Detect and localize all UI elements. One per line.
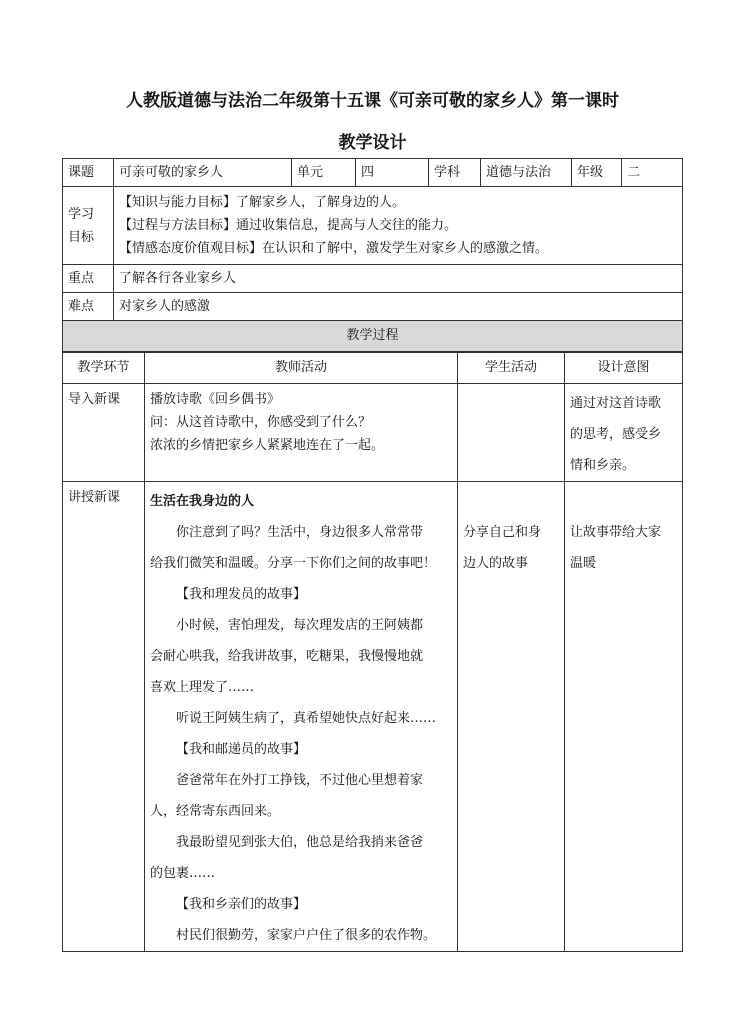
goal-process: 【过程与方法目标】通过收集信息，提高与人交往的能力。 — [119, 218, 458, 233]
col-header-stage: 教学环节 — [63, 353, 145, 384]
goals-label — [63, 187, 114, 265]
grade-label: 年级 — [572, 159, 622, 187]
lecture-intent-line: 温暖 — [570, 556, 597, 571]
col-header-teacher: 教师活动 — [145, 353, 458, 384]
intro-intent-line: 情和乡亲。 — [570, 458, 636, 473]
lecture-paragraph: 小时候，害怕理发，每次理发店的王阿姨都 — [176, 618, 424, 633]
lecture-student-line: 边人的故事 — [463, 556, 529, 571]
lecture-paragraph: 你注意到了吗？生活中，身边很多人常常带 — [176, 525, 424, 540]
process-header: 教学过程 — [63, 321, 683, 352]
subject-value: 道德与法治 — [481, 159, 572, 187]
intro-teacher — [145, 384, 458, 482]
lecture-paragraph: 爸爸常年在外打工挣钱，不过他心里想着家 — [176, 773, 424, 788]
lecture-stage: 讲授新课 — [63, 482, 145, 952]
story-heading-postman: 【我和邮递员的故事】 — [176, 742, 307, 757]
story-heading-barber: 【我和理发员的故事】 — [176, 587, 307, 602]
lecture-teacher — [145, 482, 458, 952]
intro-intent-line: 通过对这首诗歌 — [570, 396, 662, 411]
intro-teacher-line: 播放诗歌《回乡偶书》 — [150, 392, 281, 407]
intro-stage: 导入新课 — [63, 384, 145, 482]
lecture-intent — [565, 482, 683, 952]
lecture-paragraph: 给我们微笑和温暖。分享一下你们之间的故事吧！ — [150, 556, 437, 571]
lecture-paragraph: 会耐心哄我，给我讲故事，吃糖果，我慢慢地就 — [150, 649, 424, 664]
topic-label: 课题 — [63, 159, 114, 187]
intro-teacher-line: 问：从这首诗歌中，你感受到了什么？ — [150, 415, 372, 430]
story-heading-villagers: 【我和乡亲们的故事】 — [176, 897, 307, 912]
lecture-paragraph: 的包裹…… — [150, 866, 216, 881]
goals-label-line2: 目标 — [68, 229, 95, 245]
process-header-row — [63, 321, 683, 352]
goal-emotion: 【情感态度价值观目标】在认识和了解中，激发学生对家乡人的感激之情。 — [119, 241, 549, 256]
topic-value: 可亲可敬的家乡人 — [114, 159, 292, 187]
lecture-paragraph: 喜欢上理发了…… — [150, 680, 255, 695]
intro-row — [63, 384, 683, 482]
lecture-row — [63, 482, 683, 952]
document-subtitle: 教学设计 — [338, 133, 407, 153]
lesson-plan-table — [62, 158, 683, 352]
difficulty-label: 难点 — [63, 293, 114, 321]
grade-value: 二 — [622, 159, 683, 187]
goal-knowledge: 【知识与能力目标】了解家乡人，了解身边的人。 — [119, 195, 406, 210]
info-row — [63, 159, 683, 187]
difficulty-value: 对家乡人的感激 — [114, 293, 683, 321]
intro-teacher-line: 浓浓的乡情把家乡人紧紧地连在了一起。 — [150, 438, 385, 453]
goals-row — [63, 187, 683, 265]
goals-content — [114, 187, 683, 265]
key-point-label: 重点 — [63, 265, 114, 293]
unit-value: 四 — [356, 159, 429, 187]
column-header-row — [63, 353, 683, 384]
lecture-paragraph: 我最盼望见到张大伯，他总是给我捎来爸爸 — [176, 835, 424, 850]
difficulty-row — [63, 293, 683, 321]
lecture-heading: 生活在我身边的人 — [150, 494, 255, 509]
lecture-student — [458, 482, 565, 952]
lecture-paragraph: 村民们很勤劳，家家户户住了很多的农作物。 — [176, 928, 437, 943]
subject-label: 学科 — [429, 159, 481, 187]
lecture-paragraph: 人，经常寄东西回来。 — [150, 804, 281, 819]
goals-label-line1: 学习 — [68, 206, 95, 222]
lecture-paragraph: 听说王阿姨生病了，真希望她快点好起来…… — [176, 711, 437, 726]
key-point-row — [63, 265, 683, 293]
process-table — [62, 352, 683, 952]
unit-label: 单元 — [292, 159, 356, 187]
intro-student — [458, 384, 565, 482]
col-header-student: 学生活动 — [458, 353, 565, 384]
lecture-intent-line: 让故事带给大家 — [570, 525, 662, 540]
key-point-value: 了解各行各业家乡人 — [114, 265, 683, 293]
intro-intent — [565, 384, 683, 482]
col-header-intent: 设计意图 — [565, 353, 683, 384]
lecture-student-line: 分享自己和身 — [463, 525, 542, 540]
document-title: 人教版道德与法治二年级第十五课《可亲可敬的家乡人》第一课时 — [126, 91, 619, 111]
intro-intent-line: 的思考，感受乡 — [570, 427, 662, 442]
